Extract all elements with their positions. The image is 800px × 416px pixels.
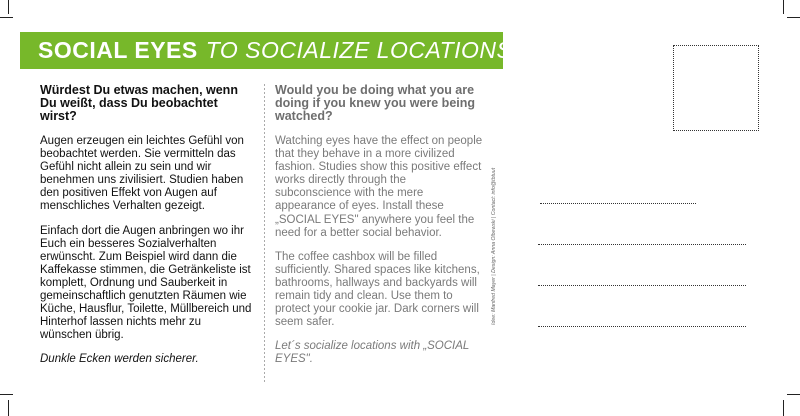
german-tagline: Dunkle Ecken werden sicherer. xyxy=(40,353,199,366)
english-tagline: Let´s socialize locations with „SOCIAL EYES". xyxy=(275,340,470,366)
column-divider xyxy=(264,84,265,382)
german-paragraph-1: Augen erzeugen ein leichtes Gefühl von beobachtet werden. Sie vermitteln das Gefühl nicht allein zu sein und wir benehmen uns zivilisiert. Studien haben den positiven Effekt von Augen auf menschliches Verhalten gezeigt. xyxy=(40,135,244,213)
address-line-4 xyxy=(538,326,746,327)
english-column xyxy=(275,84,485,378)
crop-mark xyxy=(0,17,13,18)
crop-mark xyxy=(0,394,13,395)
crop-mark xyxy=(783,400,784,416)
german-column xyxy=(40,84,255,378)
crop-mark xyxy=(8,400,9,416)
crop-mark xyxy=(787,17,800,18)
german-paragraph-2: Einfach dort die Augen anbringen wo ihr Euch ein besseres Sozialverhalten erwünscht. Zum Beispiel wird dann die Kaffekasse stimmen, die Getränkeliste ist komplett, Ordnung und Sauberkeit in gemeinschaftlich genutzten Räumen wie Küche, Hausflur, Toilette, Müllbereich und Hinterhof lassen nichts mehr zu wünschen übrig. xyxy=(40,224,252,342)
address-line-3 xyxy=(538,285,746,286)
title-banner xyxy=(20,32,513,69)
banner-title: SOCIAL EYES xyxy=(38,37,198,63)
english-heading: Would you be doing what you are doing if you knew you were being watched? xyxy=(275,83,476,123)
crop-mark xyxy=(8,0,9,14)
english-paragraph-2: The coffee cashbox will be filled sufficiently. Shared spaces like kitchens, bathrooms, hallways and backyards will remain tidy and clean. Use them to protect your cookie jar. Dark corners will seem safer. xyxy=(275,250,480,329)
banner-subtitle: TO SOCIALIZE LOCATIONS xyxy=(205,37,513,63)
crop-mark xyxy=(787,394,800,395)
german-heading: Würdest Du etwas machen, wenn Du weißt, dass Du beobachtet wirst? xyxy=(40,83,238,123)
address-line-1 xyxy=(540,203,696,204)
stamp-box xyxy=(673,45,759,131)
credit-line: Idee: Manfred Mayer | Design: Anna Olbewski | Contact: info@tbtuut xyxy=(491,167,497,325)
english-paragraph-1: Watching eyes have the effect on people that they behave in a more civilized fashion. Studies show this positive effect works directly through the subconscience with the mere appearance of eyes. Install these „SOCIAL EYES" anywhere you feel the need for a better social behavior. xyxy=(275,135,483,239)
crop-mark xyxy=(783,0,784,14)
address-line-2 xyxy=(538,244,746,245)
